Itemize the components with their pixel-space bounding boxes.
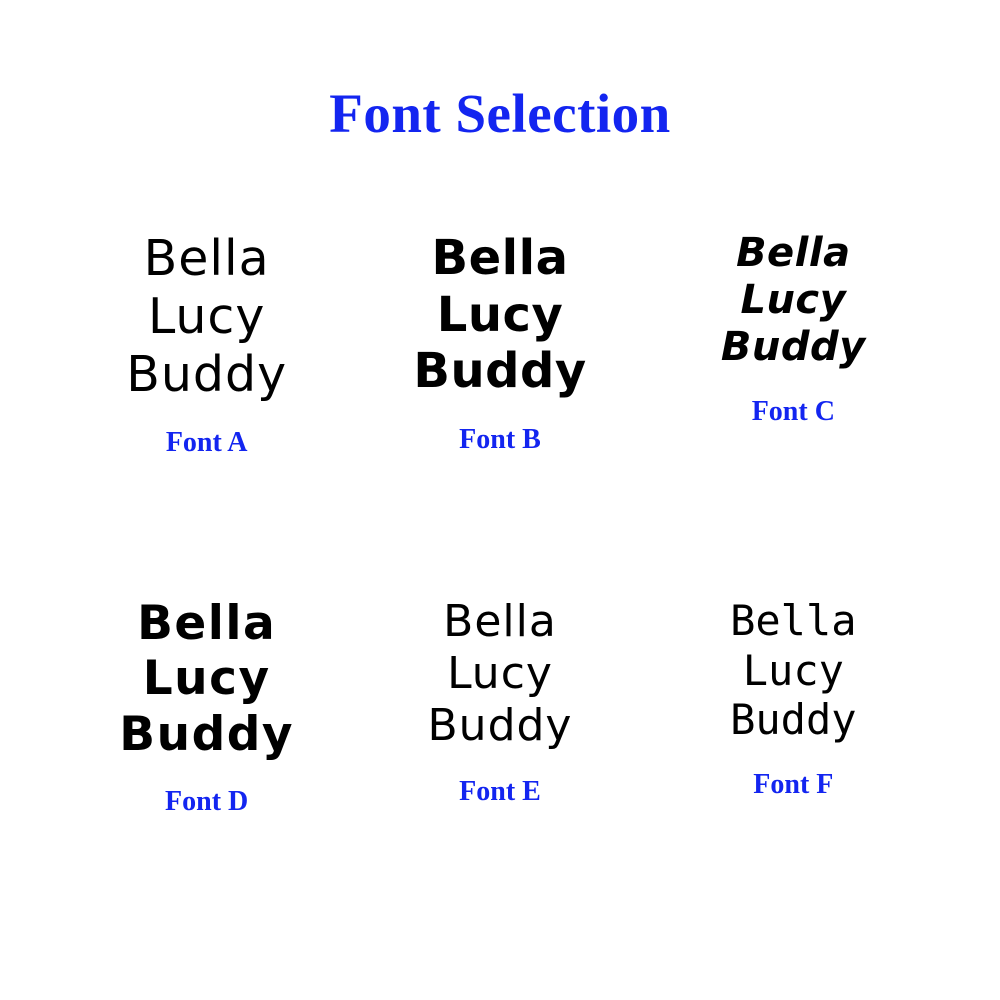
font-option-d[interactable] xyxy=(60,590,353,950)
font-option-f[interactable] xyxy=(647,590,940,950)
sample-line: Lucy xyxy=(436,286,564,343)
font-label-e: Font E xyxy=(459,775,541,807)
font-option-e[interactable] xyxy=(353,590,646,950)
sample-line: Lucy xyxy=(740,277,847,324)
sample-line: Bella xyxy=(730,596,857,645)
font-label-c: Font C xyxy=(751,395,835,427)
font-sample-c xyxy=(721,230,866,372)
font-sample-e xyxy=(428,596,573,752)
sample-line: Buddy xyxy=(413,343,587,400)
sample-line: Buddy xyxy=(730,695,857,745)
font-options-grid xyxy=(60,230,940,950)
sample-line: Bella xyxy=(137,596,277,651)
font-sample-f xyxy=(730,596,856,745)
sample-line: Lucy xyxy=(142,651,271,707)
font-label-a: Font A xyxy=(165,427,248,459)
font-option-b[interactable] xyxy=(353,230,646,590)
sample-line: Bella xyxy=(431,230,569,286)
sample-line: Buddy xyxy=(720,324,866,371)
font-sample-b xyxy=(413,230,586,400)
font-label-f: Font F xyxy=(753,768,834,800)
sample-line: Bella xyxy=(736,230,851,276)
sample-line: Bella xyxy=(143,230,270,287)
font-option-c[interactable] xyxy=(647,230,940,590)
sample-line: Lucy xyxy=(742,645,844,695)
page-title: Font Selection xyxy=(329,83,671,144)
sample-line: Lucy xyxy=(147,287,266,345)
sample-line: Bella xyxy=(443,596,557,647)
sample-line: Buddy xyxy=(427,699,573,751)
font-label-d: Font D xyxy=(165,786,249,818)
font-sample-d xyxy=(119,596,294,762)
sample-line: Buddy xyxy=(126,345,288,403)
sample-line: Lucy xyxy=(447,647,553,699)
font-sample-a xyxy=(126,230,287,403)
sample-line: Buddy xyxy=(119,706,295,762)
font-option-a[interactable] xyxy=(60,230,353,590)
font-label-b: Font B xyxy=(459,423,541,455)
